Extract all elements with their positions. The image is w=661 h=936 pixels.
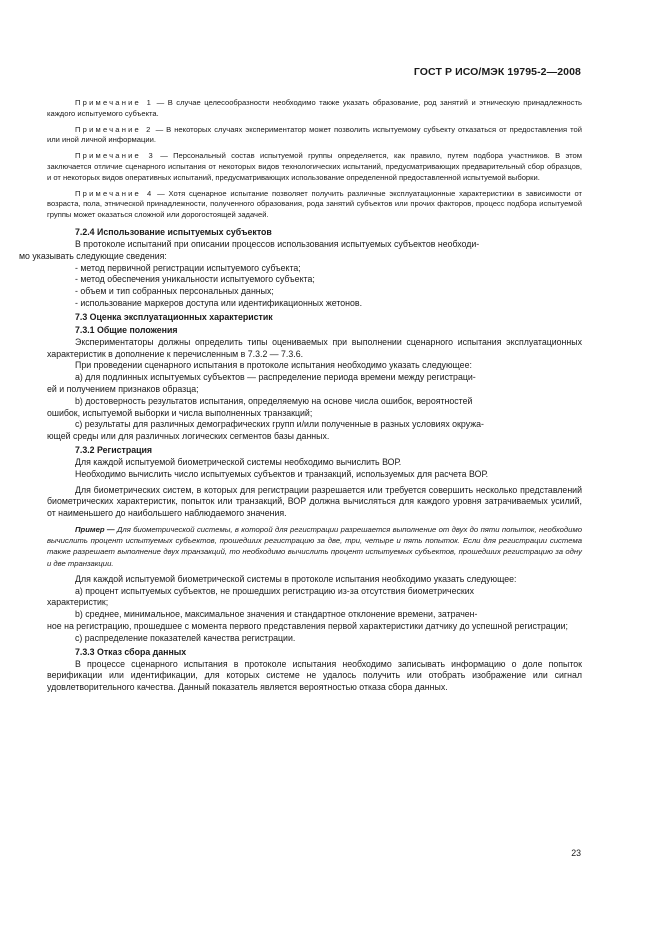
- note-text: — В некоторых случаях экспериментатор может позволить испытуемому субъекту отказаться от предоставления той или иной личной информации.: [47, 124, 582, 145]
- note-3: [47, 151, 582, 183]
- page-number: 23: [571, 848, 581, 858]
- paragraph-7-3-2-p1: Для каждой испытуемой биометрической системы необходимо вычислить ВОР.: [75, 456, 402, 467]
- note-label: Примечание 1: [75, 98, 154, 107]
- list-item: - метод первичной регистрации испытуемого субъекта;: [75, 262, 301, 273]
- note-label: Примечание 2: [75, 124, 153, 134]
- list-item-text: для подлинных испытуемых субъектов — распределение периода времени между регистраци-: [85, 372, 476, 383]
- section-heading-7-3-2: 7.3.2 Регистрация: [75, 444, 153, 455]
- list-item: - метод обеспечения уникальности испытуемого субъекта;: [75, 274, 315, 285]
- example-text: Для биометрической системы, в которой для регистрации разрешается выполнение от двух до пяти попыток, необходимо вычислить процент испытуемых субъектов, прошедших регистрацию за две, три, четыре и пять попыток. Если для регистрации система также разрешает выполнение двух транзакций, то необходимо вычислить процент испытуемых субъектов, прошедших регистрацию за одну и две транзакции.: [47, 524, 582, 568]
- list-item-text: достоверность результатов испытания, определяемую на основе числа ошибок, вероятностей: [85, 395, 473, 406]
- paragraph-7-3-3-p1: В процессе сценарного испытания в протоколе испытания необходимо записывать информацию о доле попыток верификации или идентификации, для которых системе не удалось получить или отобрать изображение или сигнал удовлетворительного качества. Данный показатель является вероятностью отказа сбора данных.: [47, 658, 582, 693]
- example-block: [47, 524, 582, 569]
- list-item-label: b): [75, 609, 83, 620]
- paragraph-7-3-2-p3: Для биометрических систем, в которых для регистрации разрешается или требуется совершить несколько представлений биометрических характеристик, попыток или транзакций, ВОР должна вычисляться для каждого уровня затрачиваемых усилий, от наименьшего до наибольшего наблюдаемого значения.: [47, 484, 582, 519]
- paragraph-7-3-1-p2: При проведении сценарного испытания в протоколе испытания необходимо указать следующее:: [75, 360, 472, 371]
- document-id-header: ГОСТ Р ИСО/МЭК 19795-2—2008: [413, 66, 581, 78]
- list-item-label: b): [75, 395, 83, 406]
- note-label: Примечание 3: [75, 151, 155, 161]
- list-item: - использование маркеров доступа или идентификационных жетонов.: [75, 297, 363, 308]
- list-item-continuation: ющей среды или для различных логических сегментов базы данных.: [47, 431, 330, 442]
- example-label: Пример —: [75, 524, 115, 534]
- paragraph-line: мо указывать следующие сведения:: [19, 250, 167, 261]
- note-text: — В случае целесообразности необходимо также указать образование, род занятий и этническую принадлежность каждого испытуемого субъекта.: [47, 98, 582, 118]
- list-item-text: среднее, минимальное, максимальное значения и стандартное отклонение времени, затрачен-: [85, 609, 478, 620]
- list-item-continuation: ное на регистрацию, прошедшее с момента первого представления первой характеристики датчику до успешной регистрации;: [47, 620, 569, 631]
- list-item-label: c): [75, 419, 83, 430]
- paragraph-line: В протоколе испытаний при описании процессов использования испытуемых субъектов необходи-: [75, 238, 480, 249]
- note-2: [47, 125, 582, 147]
- section-heading-7-3-3: 7.3.3 Отказ сбора данных: [75, 646, 187, 657]
- list-item-label: a): [75, 585, 83, 596]
- list-item: [47, 419, 582, 431]
- list-item-label: a): [75, 372, 83, 383]
- list-item-continuation: ей и получением признаков образца;: [47, 383, 199, 394]
- list-item: - объем и тип собранных персональных данных;: [75, 286, 274, 297]
- section-heading-7-2-4: 7.2.4 Использование испытуемых субъектов: [75, 226, 272, 237]
- list-item-text: процент испытуемых субъектов, не прошедших регистрацию из-за отсутствия биометрических: [85, 585, 475, 596]
- note-text: — Хотя сценарное испытание позволяет получить различные эксплуатационные характеристики в зависимости от возраста, пола, этнической принадлежности, полученного образования, рода занятий субъектов или прочих факторов, процесс подбора испытуемой группы может оказаться сложной или дорогостоящей задачей.: [47, 188, 582, 220]
- list-item-label: c): [75, 632, 83, 643]
- list-item: [47, 586, 582, 598]
- list-item: [47, 609, 582, 621]
- paragraph-7-3-2-p2: Необходимо вычислить число испытуемых субъектов и транзакций, используемых для расчета ВОР.: [75, 468, 489, 479]
- note-4: [47, 189, 582, 221]
- list-item-text: результаты для различных демографических групп и/или полученные в разных условиях окружа-: [84, 419, 484, 430]
- list-item: [47, 372, 582, 384]
- section-heading-7-3: 7.3 Оценка эксплуатационных характеристик: [75, 311, 273, 322]
- note-label: Примечание 4: [75, 188, 154, 198]
- list-item: [47, 633, 582, 645]
- list-item-continuation: характеристик;: [47, 597, 109, 608]
- list-item-continuation: ошибок, испытуемой выборки и числа выполненных транзакций;: [47, 407, 313, 418]
- note-1: [47, 98, 582, 120]
- list-item-text: распределение показателей качества регистрации.: [84, 632, 296, 643]
- paragraph-7-3-1-p1: Экспериментаторы должны определить типы оцениваемых при выполнении сценарного испытания эксплуатационных характеристик в дополнение к перечисленным в 7.3.2 — 7.3.6.: [47, 336, 582, 359]
- list-item: [47, 396, 582, 408]
- note-text: — Персональный состав испытуемой группы определяется, как правило, путем подбора участников. В этом заключается отличие сценарного испытания от некоторых видов технологических испытаний, предусматривающих предварительный сбор образцов, и от некоторых видов оперативных испытаний, предусматривающих использование определенной предоставленной испытуемой выборки.: [47, 151, 583, 182]
- paragraph-7-3-2-p4: Для каждой испытуемой биометрической системы в протоколе испытания необходимо указать следующее:: [75, 573, 517, 584]
- paragraph-7-2-4-intro: [19, 238, 582, 263]
- page-content: [19, 98, 583, 694]
- section-heading-7-3-1: 7.3.1 Общие положения: [75, 324, 178, 335]
